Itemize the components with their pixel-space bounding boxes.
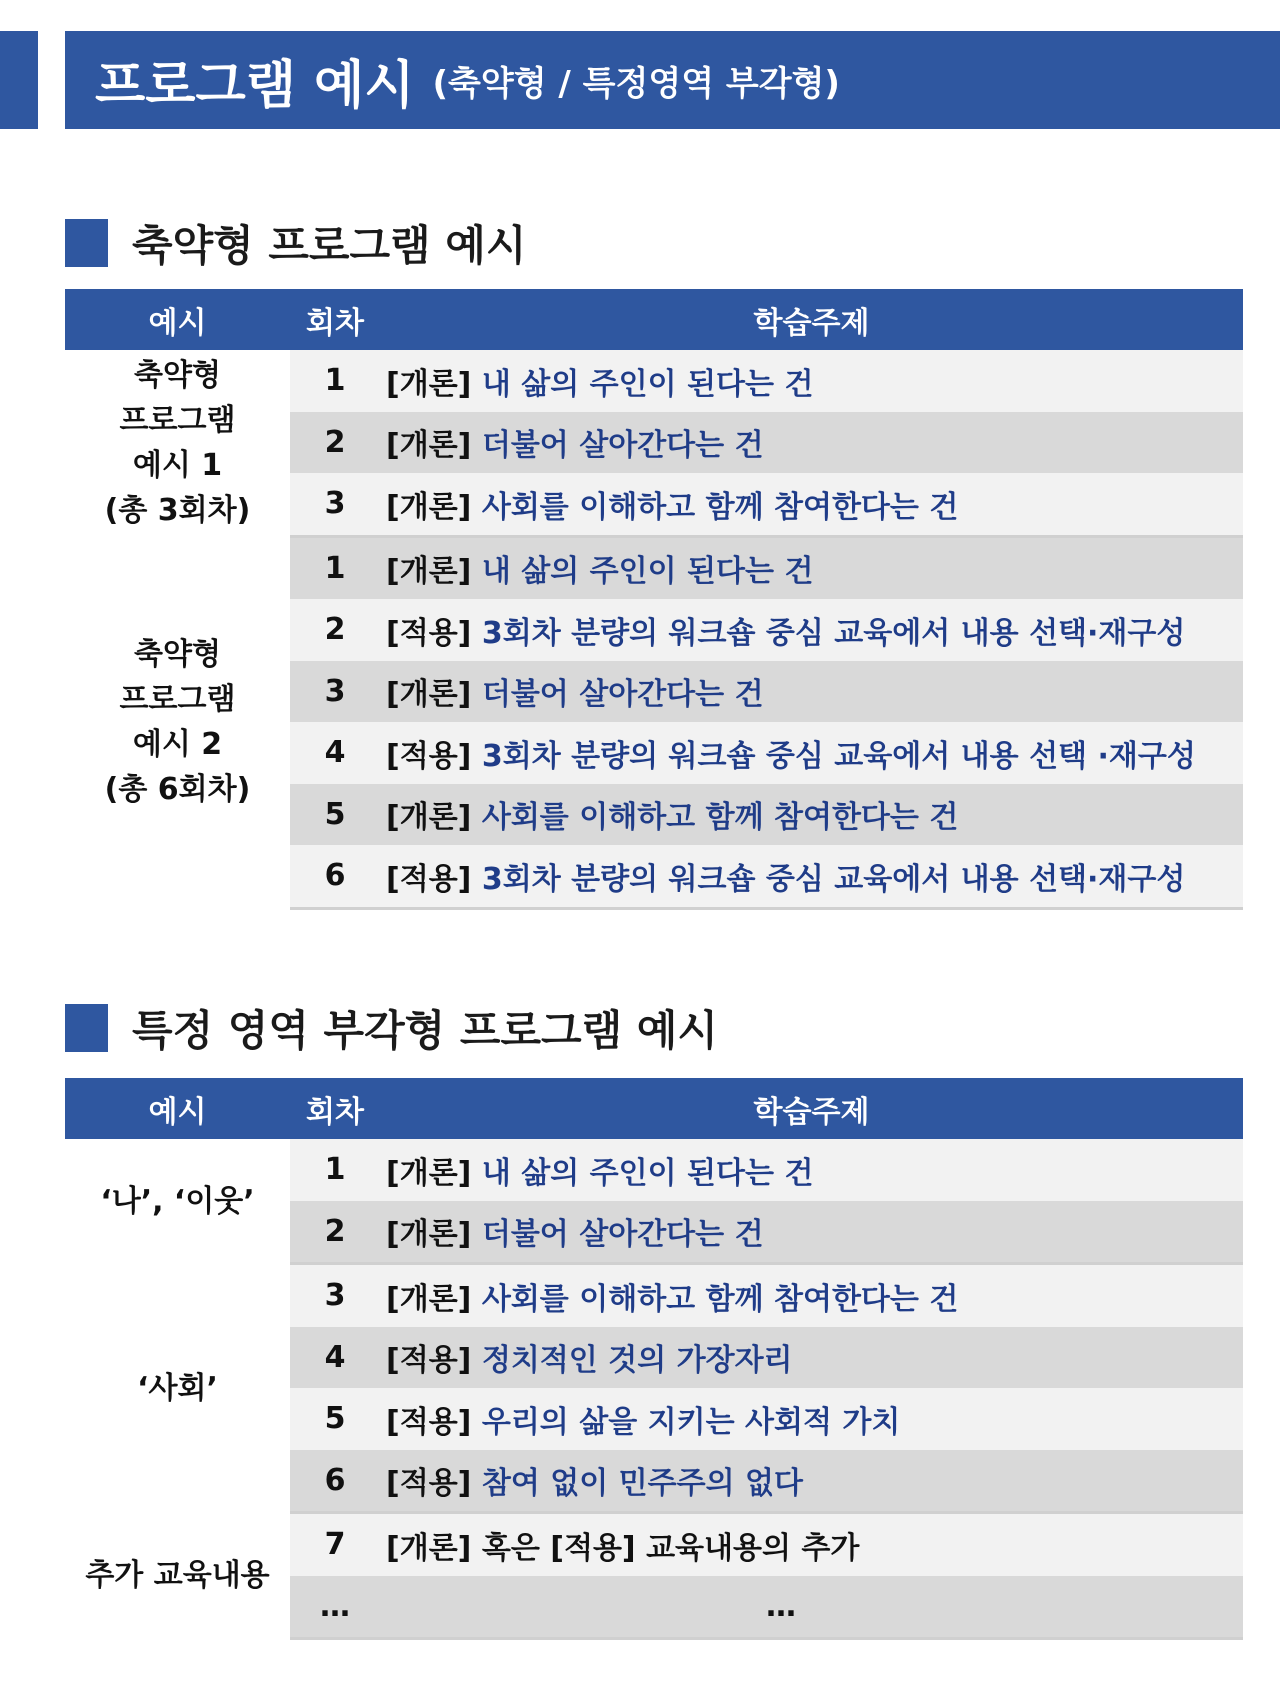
topic-tag: [개론] [386,1217,472,1253]
topic-tag: [개론] [386,489,472,525]
topic-tag: [개론] [386,554,472,590]
topic-text: 더불어 살아간다는 건 [481,428,764,464]
session-number: 5 [290,1388,380,1450]
example-label-line: 축약형 [134,637,221,672]
session-number: 3 [290,661,380,723]
topic-text: 내 삶의 주인이 된다는 건 [481,1155,814,1191]
column-header: 학습주제 [380,1078,1243,1139]
example-label [65,1139,290,1264]
topic-text: 내 삶의 주인이 된다는 건 [481,366,814,402]
learning-topic [380,1388,1243,1450]
session-number: 6 [290,1450,380,1513]
column-header: 학습주제 [380,289,1243,350]
session-number: 5 [290,784,380,846]
table-row [65,1264,1243,1327]
session-number: … [290,1576,380,1639]
topic-tag: [개론] [386,677,472,713]
topic-tag: [적용] [386,861,472,897]
session-number: 6 [290,845,380,908]
topic-tag: [적용] [386,738,472,774]
section2-title: 특정 영역 부각형 프로그램 예시 [132,1006,718,1055]
topic-text: 3회차 분량의 워크숍 중심 교육에서 내용 선택 ·재구성 [481,738,1196,774]
learning-topic [380,1450,1243,1513]
topic-tag: [개론] [386,1281,472,1317]
topic-tag: [적용] [386,615,472,651]
example-label [65,536,290,908]
table-row [65,1513,1243,1576]
topic-text: 정치적인 것의 가장자리 [481,1343,793,1379]
example-label [65,1264,290,1513]
example-label-line: ‘사회’ [137,1370,218,1406]
topic-text: 사회를 이해하고 함께 참여한다는 건 [481,800,959,836]
session-number: 1 [290,350,380,412]
topic-text: 우리의 삶을 지키는 사회적 가치 [481,1404,901,1440]
topic-text: 더불어 살아간다는 건 [481,677,764,713]
topic-tag: [적용] [386,1404,472,1440]
session-number: 2 [290,1201,380,1264]
learning-topic [380,473,1243,536]
learning-topic [380,1576,1243,1639]
topic-text: 3회차 분량의 워크숍 중심 교육에서 내용 선택·재구성 [481,615,1186,651]
learning-topic [380,784,1243,846]
example-label-line: 예시 2 [132,727,223,762]
table-header-row [65,289,1243,350]
session-number: 7 [290,1513,380,1576]
section1-heading [65,213,526,273]
session-number: 1 [290,1139,380,1201]
table-header-row [65,1078,1243,1139]
session-number: 3 [290,473,380,536]
page-subtitle: (축약형 / 특정영역 부각형) [432,63,840,104]
section1-bullet-square [65,219,108,267]
example-label-line: (총 3회차) [104,493,251,528]
example-label [65,350,290,536]
column-header: 회차 [290,1078,380,1139]
topic-text: 혹은 [적용] 교육내용의 추가 [481,1530,860,1566]
topic-text: 내 삶의 주인이 된다는 건 [481,554,814,590]
topic-text: 사회를 이해하고 함께 참여한다는 건 [481,489,959,525]
learning-topic [380,350,1243,412]
example-label [65,1513,290,1639]
learning-topic [380,412,1243,474]
topic-tag: [개론] [386,1155,472,1191]
learning-topic [380,1327,1243,1389]
column-header: 회차 [290,289,380,350]
topic-text: 3회차 분량의 워크숍 중심 교육에서 내용 선택·재구성 [481,861,1186,897]
table-row [65,536,1243,599]
topic-tag: [적용] [386,1343,472,1379]
topic-text: 참여 없이 민주주의 없다 [481,1466,803,1502]
session-number: 2 [290,412,380,474]
topic-tag: [개론] [386,800,472,836]
topic-text: 사회를 이해하고 함께 참여한다는 건 [481,1281,959,1317]
learning-topic [380,722,1243,784]
example-label-line: (총 6회차) [104,772,251,807]
session-number: 2 [290,599,380,661]
page-title: 프로그램 예시 [95,55,415,116]
example-label-line: 프로그램 [119,403,236,438]
example-label-line: 예시 1 [132,448,223,483]
topic-tag: [개론] [386,428,472,464]
learning-topic [380,599,1243,661]
section2-heading [65,998,718,1058]
topic-text: 더불어 살아간다는 건 [481,1217,764,1253]
session-number: 1 [290,536,380,599]
example-label-line: 추가 교육내용 [85,1558,270,1593]
session-number: 4 [290,1327,380,1389]
learning-topic [380,1513,1243,1576]
learning-topic [380,536,1243,599]
example-label-line: ‘나’, ‘이웃’ [100,1183,255,1219]
topic-tag: [개론] [386,366,472,402]
topic-tag: [적용] [386,1466,472,1502]
section2-table [65,1078,1243,1640]
session-number: 4 [290,722,380,784]
topic-ellipsis: … [766,1588,796,1624]
table-row [65,350,1243,412]
learning-topic [380,661,1243,723]
section1-table [65,289,1243,910]
learning-topic [380,845,1243,908]
section2-bullet-square [65,1004,108,1052]
example-label-line: 프로그램 [119,682,236,717]
learning-topic [380,1139,1243,1201]
learning-topic [380,1264,1243,1327]
section1-title: 축약형 프로그램 예시 [132,221,527,270]
topic-tag: [개론] [386,1530,472,1566]
example-label-line: 축약형 [134,358,221,393]
column-header: 예시 [65,289,290,350]
session-number: 3 [290,1264,380,1327]
header-left-accent [0,31,38,129]
table-row [65,1139,1243,1201]
column-header: 예시 [65,1078,290,1139]
header-bar [65,31,1280,129]
learning-topic [380,1201,1243,1264]
